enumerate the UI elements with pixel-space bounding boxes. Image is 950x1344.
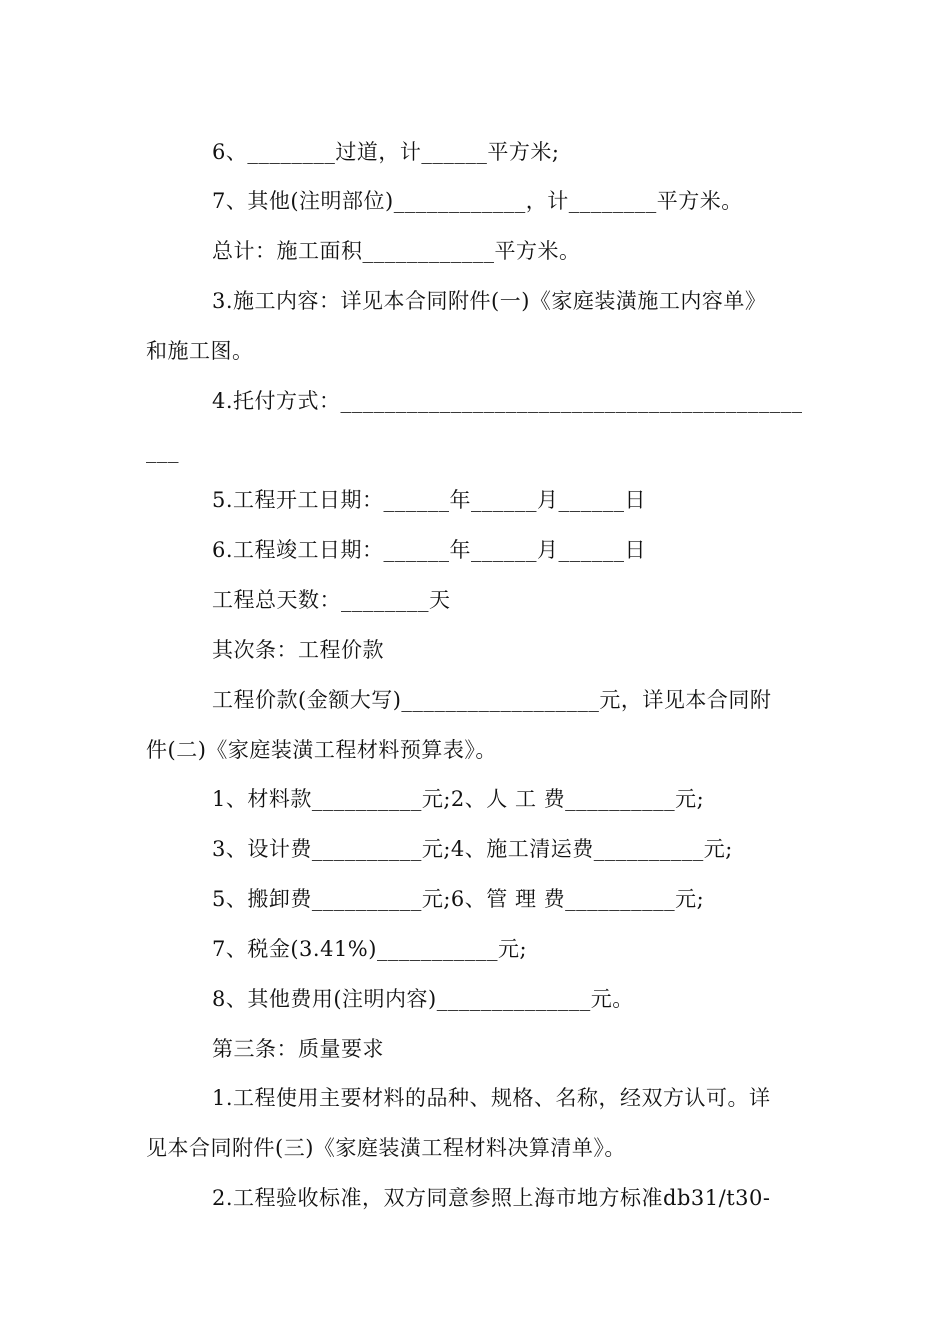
line-acceptance-standard: 2.工程验收标准，双方同意参照上海市地方标准db31/t30- <box>212 1186 771 1210</box>
line-fee-design-cleanup: 3、设计费__________元;4、施工清运费__________元; <box>212 837 733 861</box>
line-fee-moving-management: 5、搬卸费__________元;6、管 理 费__________元; <box>212 887 705 911</box>
line-quality-materials-cont: 见本合同附件(三)《家庭装潢工程材料决算清单》。 <box>146 1136 626 1160</box>
line-construction-content: 3.施工内容：详见本合同附件(一)《家庭装潢施工内容单》 <box>212 289 767 313</box>
line-project-price: 工程价款(金额大写)__________________元，详见本合同附 <box>212 688 772 712</box>
line-quality-materials: 1.工程使用主要材料的品种、规格、名称，经双方认可。详 <box>212 1086 771 1110</box>
line-start-date: 5.工程开工日期：______年______月______日 <box>212 488 647 512</box>
line-construction-drawing: 和施工图。 <box>146 339 254 363</box>
line-7-other-area: 7、其他(注明部位)____________，计________平方米。 <box>212 189 743 213</box>
line-fee-other: 8、其他费用(注明内容)______________元。 <box>212 987 634 1011</box>
line-delivery-method-cont: ___ <box>146 439 179 463</box>
article-2-heading: 其次条：工程价款 <box>212 638 384 662</box>
line-completion-date: 6.工程竣工日期：______年______月______日 <box>212 538 647 562</box>
article-3-heading: 第三条：质量要求 <box>212 1037 384 1061</box>
line-total-days: 工程总天数：________天 <box>212 588 451 612</box>
line-6-corridor-area: 6、________过道，计______平方米; <box>212 140 560 164</box>
line-fee-materials-labor: 1、材料款__________元;2、人 工 费__________元; <box>212 787 705 811</box>
line-project-price-cont: 件(二)《家庭装潢工程材料预算表》。 <box>146 738 497 762</box>
line-delivery-method: 4.托付方式：__________________________________________ <box>212 389 803 413</box>
line-total-area: 总计：施工面积____________平方米。 <box>212 239 581 263</box>
line-fee-tax: 7、税金(3.41%)___________元; <box>212 937 528 961</box>
